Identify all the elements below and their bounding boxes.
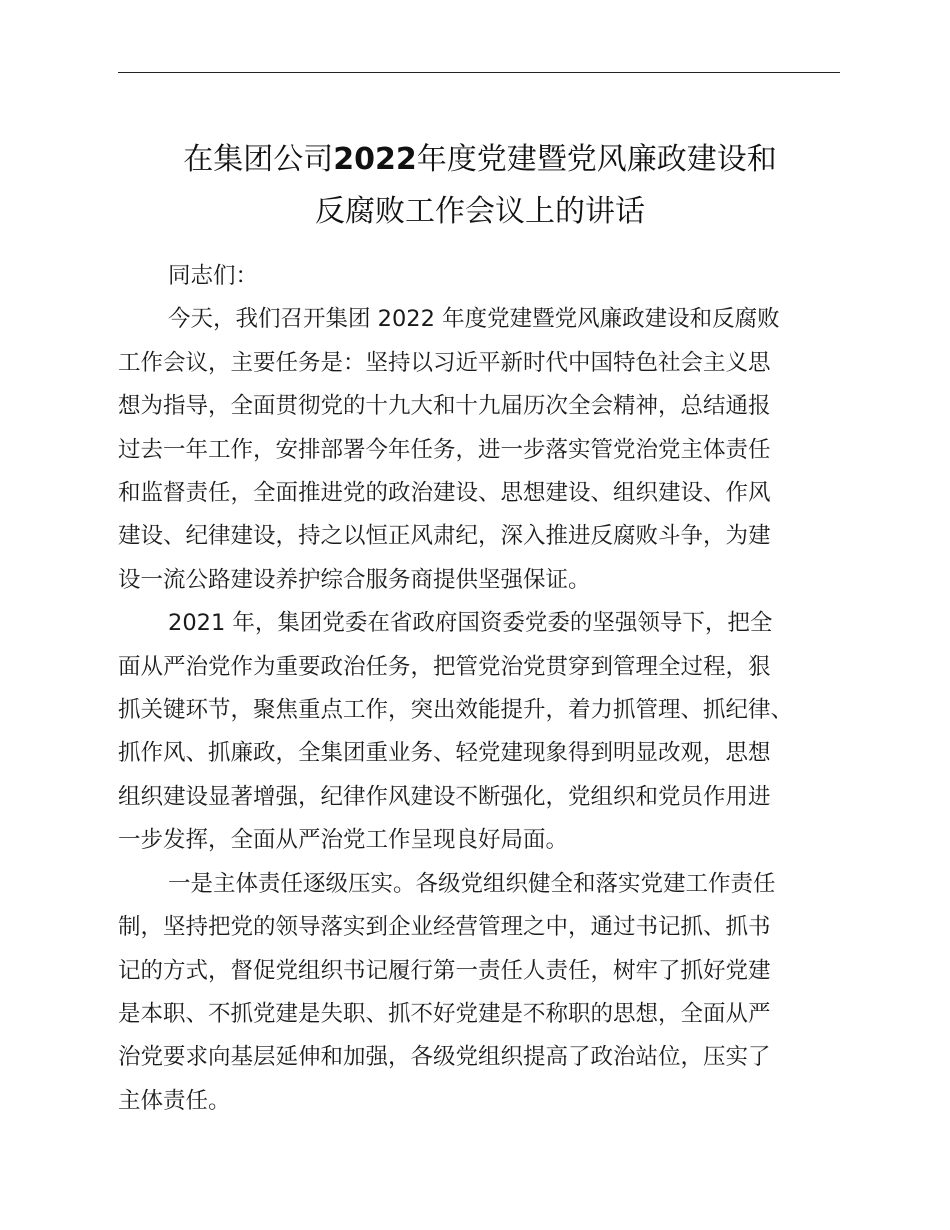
text-line: 抓关键环节，聚焦重点工作，突出效能提升，着力抓管理、抓纪律、 — [118, 697, 794, 724]
text-line: 治党要求向基层延伸和加强，各级党组织提高了政治站位，压实了 — [118, 1044, 771, 1071]
title-line-2: 反腐败工作会议上的讲话 — [315, 194, 645, 229]
document-body — [118, 255, 846, 1123]
text-line: 抓作风、抓廉政，全集团重业务、轻党建现象得到明显改观，思想 — [118, 740, 771, 767]
text-line: 面从严治党作为重要政治任务，把管党治党贯穿到管理全过程，狠 — [118, 653, 771, 680]
text-line: 今天，我们召开集团 2022 年度党建暨党风廉政建设和反腐败 — [168, 306, 780, 333]
salutation — [118, 255, 846, 298]
paragraph-3 — [118, 863, 846, 1123]
title-year: 2022 — [333, 142, 417, 177]
text-line: 设一流公路建设养护综合服务商提供坚强保证。 — [118, 566, 591, 593]
text-line: 主体责任。 — [118, 1087, 231, 1114]
title-text-1b: 年度党建暨党风廉政建设和 — [416, 142, 777, 177]
text-line: 记的方式，督促党组织书记履行第一责任人责任，树牢了抓好党建 — [118, 957, 771, 984]
text-line: 一步发挥，全面从严治党工作呈现良好局面。 — [118, 827, 569, 854]
paragraph-1 — [118, 298, 846, 602]
text-line: 制，坚持把党的领导落实到企业经营管理之中，通过书记抓、抓书 — [118, 914, 771, 941]
text-line: 2021 年，集团党委在省政府国资委党委的坚强领导下，把全 — [168, 610, 773, 637]
header-rule — [118, 72, 840, 73]
text-line: 建设、纪律建设，持之以恒正风肃纪，深入推进反腐败斗争，为建 — [118, 523, 771, 550]
salutation-line: 同志们： — [168, 263, 259, 289]
text-line: 组织建设显著增强，纪律作风建设不断强化，党组织和党员作用进 — [118, 783, 771, 810]
paragraph-2 — [118, 602, 846, 862]
title-line-1 — [100, 134, 860, 186]
text-line: 工作会议，主要任务是：坚持以习近平新时代中国特色社会主义思 — [118, 349, 771, 376]
text-line: 过去一年工作，安排部署今年任务，进一步落实管党治党主体责任 — [118, 436, 771, 463]
text-line: 是本职、不抓党建是失职、抓不好党建是不称职的思想，全面从严 — [118, 1000, 771, 1027]
text-line: 一是主体责任逐级压实。各级党组织健全和落实党建工作责任 — [168, 870, 776, 897]
document-title — [100, 134, 860, 238]
text-line: 想为指导，全面贯彻党的十九大和十九届历次全会精神，总结通报 — [118, 393, 771, 420]
text-line: 和监督责任，全面推进党的政治建设、思想建设、组织建设、作风 — [118, 480, 771, 507]
title-text-1a: 在集团公司 — [183, 142, 334, 177]
